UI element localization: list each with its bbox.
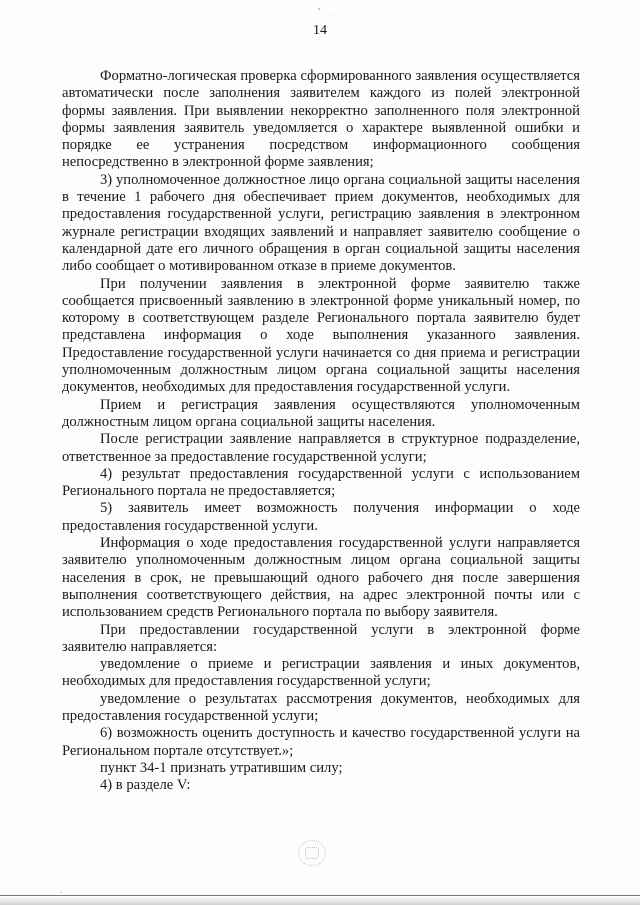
paragraph-electronic-delivery: При предоставлении государственной услуги в электронной форме заявителю направляется:: [62, 621, 580, 655]
paragraph-progress-information: Информация о ходе предоставления государственной услуги направляется заявителю уполномоченным должностным лицом органа социальной защиты населения в срок, не превышающий одного рабочего дня после завершения выполнения соответствующего действия, на адрес электронной почты или с использованием средств Регионального портала по выбору заявителя.: [62, 535, 580, 621]
paragraph-reception-registration: Прием и регистрация заявления осуществляются уполномоченным должностным лицом органа социальной защиты населения.: [62, 396, 580, 430]
paragraph-point-34-1: пункт 34-1 признать утратившим силу;: [100, 759, 343, 776]
paragraph-item-6: 6) возможность оценить доступность и качество государственной услуги на Региональном портале отсутствует.»;: [62, 725, 580, 759]
paragraph-notification-results: уведомление о результатах рассмотрения документов, необходимых для предоставления государственной услуги;: [62, 690, 580, 724]
faint-stamp-mark: [298, 840, 326, 866]
scan-bottom-edge: [0, 896, 640, 905]
scan-speck: [330, 14, 331, 15]
paragraph-item-4: 4) результат предоставления государственной услуги с использованием Регионального портала не предоставляется;: [62, 465, 580, 500]
paragraph-electronic-receipt: При получении заявления в электронной форме заявителю также сообщается присвоенный заявлению в электронной форме уникальный номер, по которому в соответствующем разделе Регионального портала заявителю будет представлена информация о ходе выполнения указанного заявления. Предоставление государственной услуги начинается со дня приема и регистрации уполномоченным должностным лицом органа социальной защиты населения документов, необходимых для предоставления государственной услуги.: [62, 275, 580, 396]
paragraph-format-check: Форматно-логическая проверка сформированного заявления осуществляется автоматически после заполнения заявителем каждого из полей электронной формы заявления. При выявлении некорректно заполненного поля электронной формы заявления заявитель уведомляется о характере выявленной ошибки и порядке ее устранения посредством информационного сообщения непосредственно в электронной форме заявления;: [62, 68, 580, 171]
paragraph-section-v: 4) в разделе V:: [100, 777, 191, 794]
paragraph-notification-receipt: уведомление о приеме и регистрации заявления и иных документов, необходимых для предоставления государственной услуги;: [62, 656, 580, 690]
paragraph-item-3: 3) уполномоченное должностное лицо органа социальной защиты населения в течение 1 рабочего дня обеспечивает прием документов, необходимых для предоставления государственной услуги, регистрацию заявления в электронном журнале регистрации входящих заявлений и направляет заявителю сообщение о календарной дате его личного обращения в орган социальной защиты населения либо сообщает о мотивированном отказе в приеме документов.: [62, 171, 580, 275]
scan-speck: [318, 8, 320, 10]
faint-stamp-inner-mark: [305, 847, 319, 859]
paragraph-item-5: 5) заявитель имеет возможность получения информации о ходе предоставления государственной услуги.: [62, 500, 580, 534]
paragraph-after-registration: После регистрации заявление направляется в структурное подразделение, ответственное за предоставление государственной услуги;: [62, 431, 580, 465]
document-body: [62, 68, 580, 794]
scan-speck: [60, 892, 62, 893]
page-number: 14: [313, 23, 327, 38]
